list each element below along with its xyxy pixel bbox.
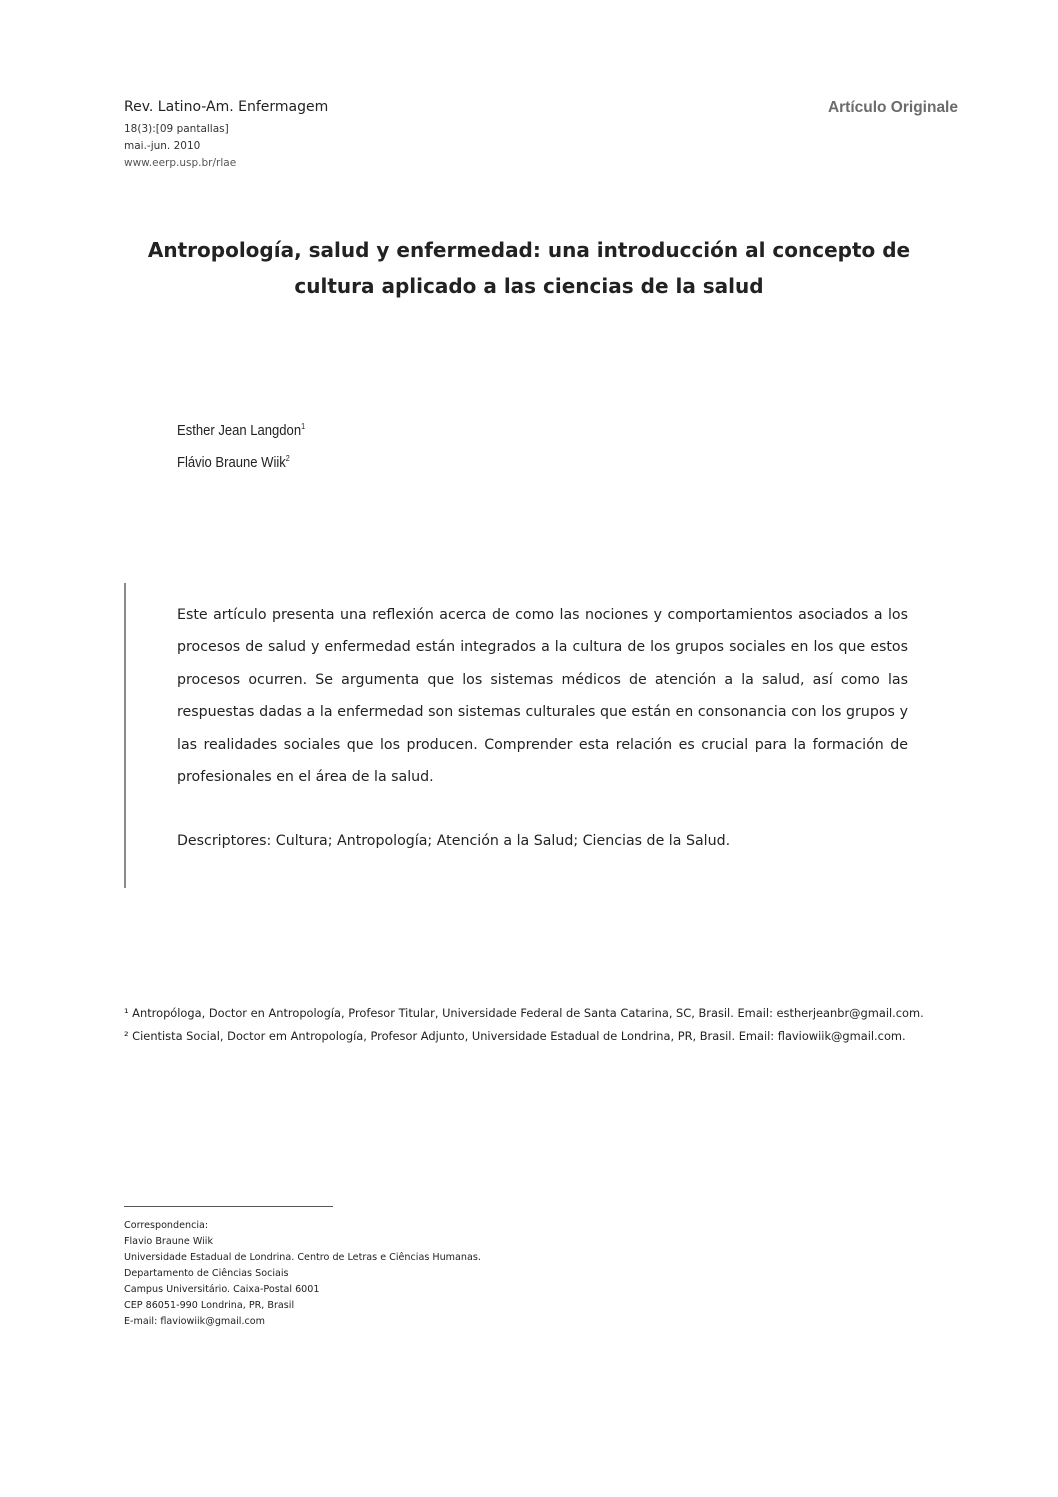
journal-url[interactable]: www.eerp.usp.br/rlae <box>124 157 237 169</box>
article-type-label: Artículo Originale <box>827 99 958 116</box>
correspondence-line: Flavio Braune Wiik <box>124 1236 214 1247</box>
author <box>177 413 305 445</box>
abstract-text: Este artículo presenta una reflexión acerca de como las nociones y comportamientos asociados a los procesos de salud y enfermedad están integrados a la cultura de los grupos sociales en los que estos procesos ocurren. Se argumenta que los sistemas médicos de atención a la salud, así como las respuestas dadas a la enfermedad son sistemas culturales que están en consonancia con los grupos y las realidades sociales que los producen. Comprender esta relación es crucial para la formación de profesionales en el área de la salud. <box>177 607 908 786</box>
publication-date: mai.-jun. 2010 <box>124 140 201 152</box>
author-list <box>177 413 305 477</box>
abstract-side-rule <box>124 583 126 888</box>
correspondence-email[interactable]: E-mail: flaviowiik@gmail.com <box>124 1316 266 1327</box>
article-title <box>0 232 1058 304</box>
author <box>177 445 305 477</box>
affiliation-1: ¹ Antropóloga, Doctor en Antropología, Profesor Titular, Universidade Federal de Santa Catarina, SC, Brasil. Email: estherjeanbr@gmail.com. <box>124 1006 924 1020</box>
correspondence-line: CEP 86051-990 Londrina, PR, Brasil <box>124 1300 295 1311</box>
footnote-divider <box>124 1206 333 1207</box>
author-footnote-ref: 1 <box>301 422 306 431</box>
author-name: Esther Jean Langdon <box>177 423 302 439</box>
title-line-1: Antropología, salud y enfermedad: una introducción al concepto de <box>147 238 911 262</box>
author-name: Flávio Braune Wiik <box>177 455 286 471</box>
affiliation-2: ² Cientista Social, Doctor em Antropología, Profesor Adjunto, Universidade Estadual de Londrina, PR, Brasil. Email: flaviowiik@gmail.com. <box>124 1029 906 1043</box>
title-line-2: cultura aplicado a las ciencias de la salud <box>294 274 764 298</box>
author-footnote-ref: 2 <box>285 454 290 463</box>
correspondence-line: Campus Universitário. Caixa-Postal 6001 <box>124 1284 320 1295</box>
descriptors: Descriptores: Cultura; Antropología; Atención a la Salud; Ciencias de la Salud. <box>177 833 731 849</box>
correspondence-line: Departamento de Ciências Sociais <box>124 1268 289 1279</box>
volume-issue: 18(3):[09 pantallas] <box>124 123 229 135</box>
correspondence-block <box>124 1218 481 1330</box>
correspondence-heading: Correspondencia: <box>124 1220 209 1231</box>
correspondence-line: Universidade Estadual de Londrina. Centro de Letras e Ciências Humanas. <box>124 1252 481 1263</box>
journal-name: Rev. Latino-Am. Enfermagem <box>124 99 329 115</box>
